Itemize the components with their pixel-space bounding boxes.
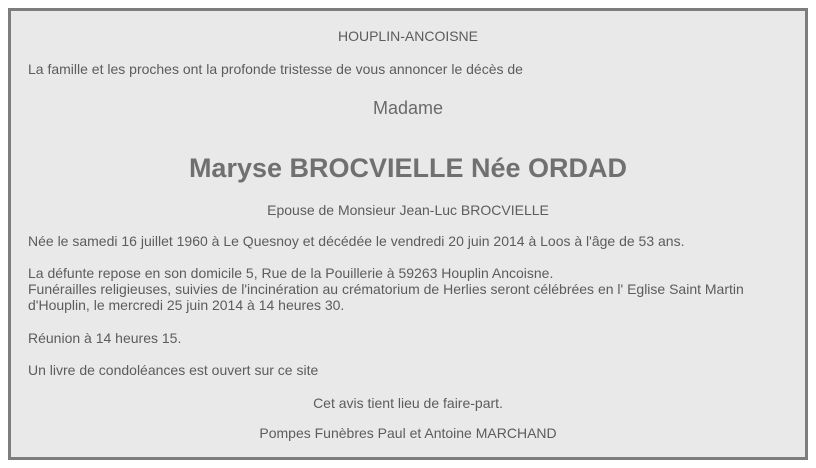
town-heading: HOUPLIN-ANCOISNE — [337, 28, 479, 44]
funeral-home: Pompes Funèbres Paul et Antoine MARCHAND — [259, 425, 557, 441]
intro-text: La famille et les proches ont la profonde tristesse de vous annoncer le décès de — [28, 61, 523, 77]
faire-part-text: Cet avis tient lieu de faire-part. — [313, 395, 503, 411]
meeting-time: Réunion à 14 heures 15. — [28, 330, 182, 346]
funeral-text: Funérailles religieuses, suivies de l'incinération au crématorium de Herlies seront célébrées en l' Eglise Saint Martin d'Houplin, le mercredi 25 juin 2014 à 14 heures 30. — [28, 281, 744, 313]
salutation: Madame — [372, 98, 444, 118]
repose-text: La défunte repose en son domicile 5, Rue de la Pouillerie à 59263 Houplin Ancoisne. — [28, 265, 554, 281]
birth-death-text: Née le samedi 16 juillet 1960 à Le Quesnoy et décédée le vendredi 20 juin 2014 à Loos à l'âge de 53 ans. — [28, 233, 685, 249]
condolences-text: Un livre de condoléances est ouvert sur ce site — [28, 362, 319, 378]
obituary-notice — [8, 8, 808, 460]
deceased-name: Maryse BROCVIELLE Née ORDAD — [188, 153, 628, 183]
spouse-line: Epouse de Monsieur Jean-Luc BROCVIELLE — [267, 202, 549, 218]
